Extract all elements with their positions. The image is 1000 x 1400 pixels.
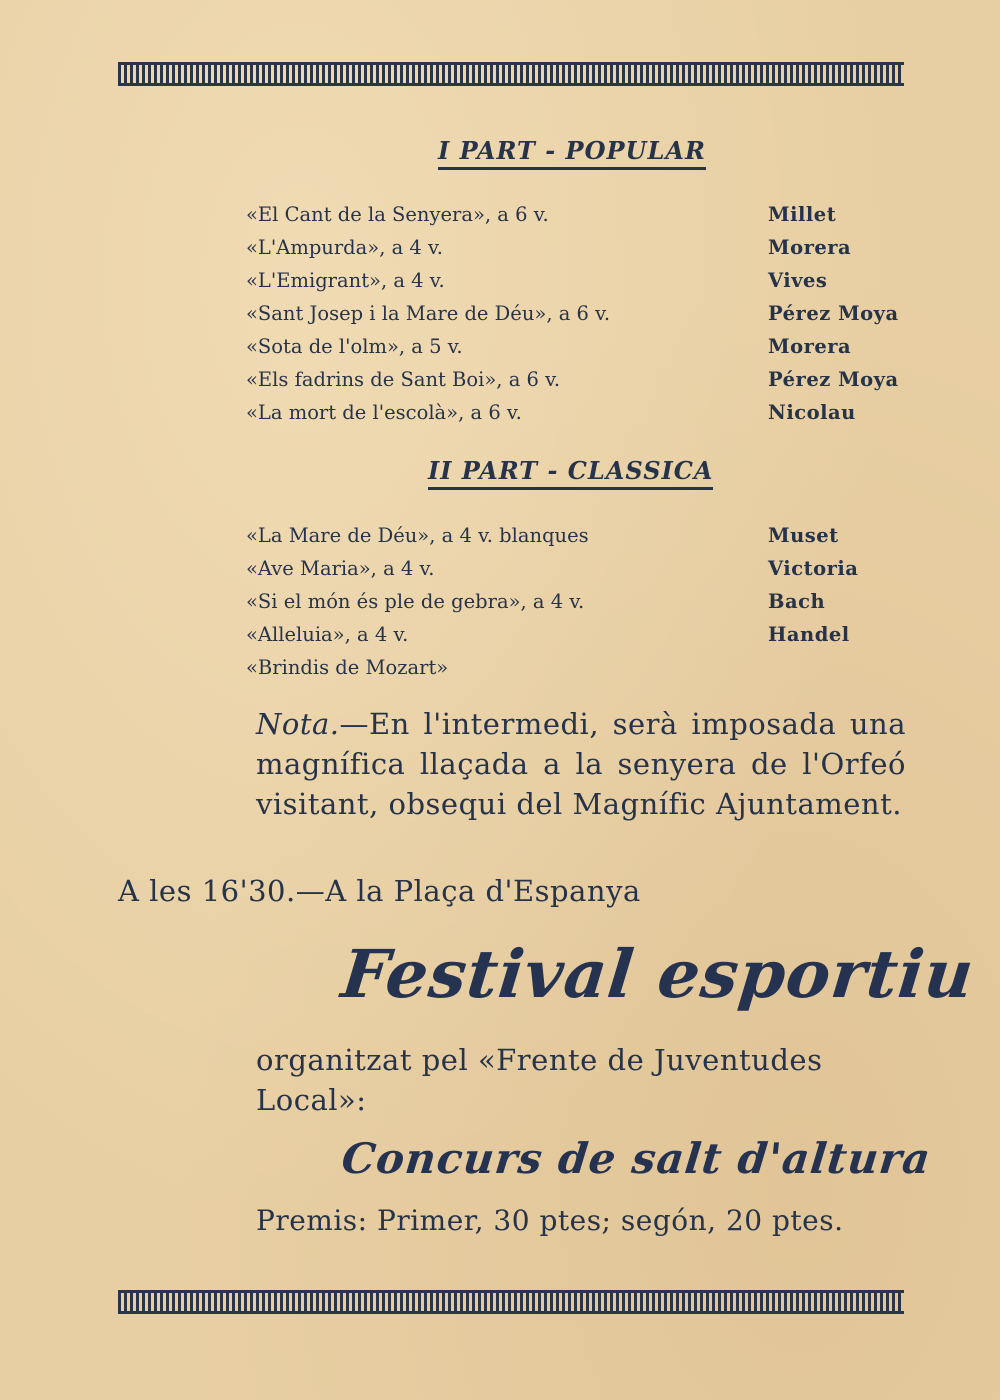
- program-row: [246, 552, 916, 585]
- program-composer: Nicolau: [768, 401, 856, 424]
- program-title: «Sant Josep i la Mare de Déu», a 6 v.: [246, 302, 611, 325]
- program-composer: Morera: [768, 236, 852, 259]
- time-location-line: A les 16'30.—A la Plaça d'Espanya: [118, 874, 641, 908]
- program-composer: Millet: [768, 203, 837, 226]
- program-composer: Vives: [768, 269, 828, 292]
- top-decorative-border: [118, 62, 904, 86]
- program-composer: Bach: [768, 590, 826, 613]
- program-row: [246, 651, 916, 684]
- program-row: [246, 264, 916, 297]
- program-title: «La mort de l'escolà», a 6 v.: [246, 401, 522, 424]
- nota-text: —En l'intermedi, serà imposada una magnífica llaçada a la senyera de l'Orfeó visitant, obsequi del Magnífic Ajuntament.: [256, 707, 906, 821]
- program-composer: Muset: [768, 524, 839, 547]
- program-row: [246, 231, 916, 264]
- organizer-line: organitzat pel «Frente de Juventudes Local»:: [256, 1043, 823, 1117]
- program-composer: Morera: [768, 335, 852, 358]
- program-row: [246, 396, 916, 429]
- program-composer: Handel: [768, 623, 850, 646]
- program-title: «Alleluia», a 4 v.: [246, 623, 409, 646]
- prizes-line: Premis: Primer, 30 ptes; segón, 20 ptes.: [256, 1204, 844, 1237]
- program-title: «L'Ampurda», a 4 v.: [246, 236, 443, 259]
- program-title: «Els fadrins de Sant Boi», a 6 v.: [246, 368, 561, 391]
- program-row: [246, 363, 916, 396]
- program-row: [246, 198, 916, 231]
- program-title: «Sota de l'olm», a 5 v.: [246, 335, 463, 358]
- program-composer: Pérez Moya: [768, 302, 899, 325]
- program-title: «Brindis de Mozart»: [246, 656, 449, 679]
- program-composer: Pérez Moya: [768, 368, 899, 391]
- program-row: [246, 585, 916, 618]
- program-title: «L'Emigrant», a 4 v.: [246, 269, 445, 292]
- part2-heading: II PART - CLASSICA: [428, 456, 713, 490]
- program-row: [246, 330, 916, 363]
- part2-program-list: [246, 519, 916, 684]
- contest-title: Concurs de salt d'altura: [339, 1134, 934, 1183]
- nota-paragraph: [256, 704, 906, 824]
- program-title: «La Mare de Déu», a 4 v. blanques: [246, 524, 589, 547]
- program-row: [246, 618, 916, 651]
- program-title: «Si el món és ple de gebra», a 4 v.: [246, 590, 585, 613]
- festival-title: Festival esportiu: [337, 935, 978, 1013]
- program-row: [246, 297, 916, 330]
- part1-heading: I PART - POPULAR: [438, 136, 706, 170]
- program-composer: Victoria: [768, 557, 859, 580]
- bottom-decorative-border: [118, 1290, 904, 1314]
- part1-program-list: [246, 198, 916, 429]
- program-title: «Ave Maria», a 4 v.: [246, 557, 435, 580]
- nota-label: Nota.: [256, 707, 340, 741]
- program-row: [246, 519, 916, 552]
- program-title: «El Cant de la Senyera», a 6 v.: [246, 203, 549, 226]
